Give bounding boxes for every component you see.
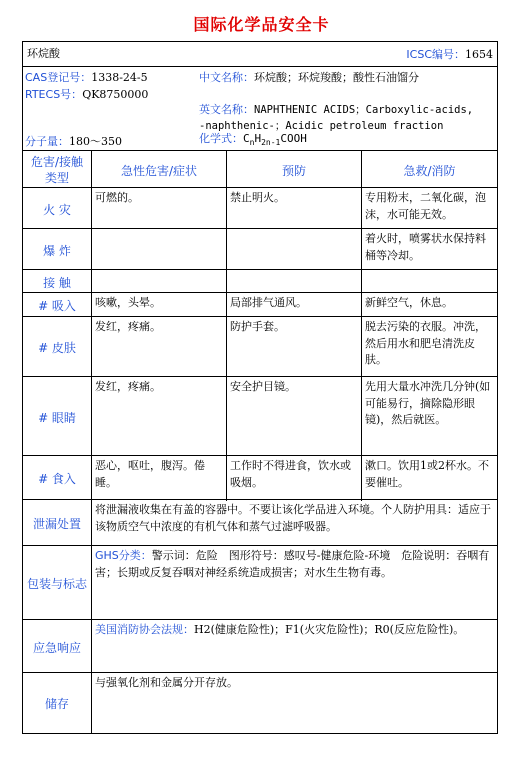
ghs-text: 警示词：危险 图形符号：感叹号-健康危险-环境 危险说明：吞咽有害；长期或反复吞咽对神经系统造成损害；对水生生物有毒。 <box>95 549 490 579</box>
spill-section <box>23 499 497 547</box>
row-prevention: 防护手套。 <box>226 317 361 378</box>
row-aid: 漱口。饮用1或2杯水。不要催吐。 <box>361 456 497 501</box>
header-row <box>23 41 497 66</box>
en-name-value-2: -naphthenic-；Acidic petroleum fraction <box>199 120 444 132</box>
cas-line <box>25 70 200 87</box>
table-row <box>23 455 497 501</box>
rtecs-line <box>25 87 200 104</box>
header-prevention: 预防 <box>226 151 361 189</box>
row-aid: 新鲜空气，休息。 <box>361 293 497 318</box>
mw-line <box>25 134 122 151</box>
mw-value: 180～350 <box>69 135 122 148</box>
row-prevention <box>226 270 361 294</box>
formula-value: $C_nH_{2n-1}COOH$ <box>243 132 307 148</box>
nfpa-text: H2(健康危险性)；F1(火灾危险性)；R0(反应危险性)。 <box>194 623 465 636</box>
row-type: # 眼睛 <box>38 410 76 425</box>
table-row <box>23 292 497 318</box>
row-aid <box>361 270 497 294</box>
spill-text: 将泄漏液收集在有盖的容器中。不要让该化学品进入环境。个人防护用具：适应于该物质空气中浓度的有机气体和蒸气过滤呼吸器。 <box>91 500 497 547</box>
row-type: # 皮肤 <box>38 341 76 355</box>
icsc-number <box>406 46 493 62</box>
table-row <box>23 187 497 230</box>
cn-name-label: 中文名称： <box>199 71 254 84</box>
chemical-name: 环烷酸 <box>27 47 60 60</box>
mw-label: 分子量： <box>25 135 69 148</box>
emergency-label: 应急响应 <box>32 640 81 655</box>
row-aid: 着火时，喷雾状水保持料桶等冷却。 <box>361 229 497 271</box>
packaging-label: 包装与标志 <box>26 577 87 591</box>
row-prevention: 局部排气通风。 <box>226 293 361 318</box>
ghs-label: GHS分类： <box>95 549 152 562</box>
table-row <box>23 316 497 378</box>
row-hazard <box>91 270 226 294</box>
table-header-row <box>23 150 497 189</box>
row-hazard: 发红，疼痛。 <box>91 317 226 378</box>
row-prevention: 工作时不得进食，饮水或吸烟。 <box>226 456 361 501</box>
emergency-section <box>23 619 497 674</box>
identity-left <box>25 70 200 152</box>
en-name-value-1: NAPHTHENIC ACIDS；Carboxylic-acids, <box>254 103 474 116</box>
row-aid: 脱去污染的衣服。冲洗，然后用水和肥皂清洗皮肤。 <box>361 317 497 378</box>
cas-value: 1338-24-5 <box>91 71 148 84</box>
cn-name-value: 环烷酸；环烷羧酸；酸性石油馏分 <box>254 71 419 84</box>
row-type: # 吸入 <box>38 299 76 313</box>
row-type: 火 灾 <box>43 202 71 217</box>
en-name-label: 英文名称： <box>199 102 254 116</box>
icsc-value: 1654 <box>465 48 493 61</box>
row-type: 接 触 <box>43 275 71 290</box>
packaging-section <box>23 545 497 621</box>
row-hazard: 可燃的。 <box>91 188 226 230</box>
row-type: 爆 炸 <box>43 243 71 258</box>
formula-label: 化学式： <box>199 132 243 145</box>
table-row <box>23 269 497 294</box>
table-row <box>23 228 497 271</box>
row-hazard: 咳嗽，头晕。 <box>91 293 226 318</box>
icsc-label: ICSC编号： <box>406 48 465 61</box>
storage-label: 储存 <box>44 696 69 711</box>
storage-text: 与强氧化剂和金属分开存放。 <box>91 673 497 733</box>
rtecs-value: QK8750000 <box>82 87 149 101</box>
row-hazard: 恶心，呕吐，腹泻。倦睡。 <box>91 456 226 501</box>
header-aid: 急救/消防 <box>361 151 497 189</box>
safety-card <box>22 41 498 734</box>
cn-name-line <box>199 70 495 87</box>
spill-label: 泄漏处置 <box>32 517 81 531</box>
nfpa-label: 美国消防协会法规： <box>95 623 194 636</box>
emergency-text <box>91 620 497 674</box>
identity-right <box>199 70 495 152</box>
row-type: # 食入 <box>38 472 76 486</box>
cas-label: CAS登记号： <box>25 71 92 84</box>
row-hazard <box>91 229 226 271</box>
table-row <box>23 376 497 457</box>
rtecs-label: RTECS号： <box>25 87 83 101</box>
header-type: 危害/接触类型 <box>30 155 84 185</box>
row-prevention: 禁止明火。 <box>226 188 361 230</box>
storage-section <box>23 672 497 733</box>
row-prevention <box>226 229 361 271</box>
identity-block <box>23 66 497 152</box>
row-prevention: 安全护目镜。 <box>226 377 361 457</box>
row-hazard: 发红，疼痛。 <box>91 377 226 457</box>
header-hazard: 急性危害/症状 <box>91 151 226 189</box>
en-name-line <box>199 102 495 119</box>
row-aid: 先用大量水冲洗几分钟(如可能易行，摘除隐形眼镜)，然后就医。 <box>361 377 497 457</box>
card-title: 国际化学品安全卡 <box>193 15 330 34</box>
formula-line <box>199 131 307 152</box>
packaging-text <box>91 546 497 621</box>
row-aid: 专用粉末，二氧化碳，泡沫，水可能无效。 <box>361 188 497 230</box>
